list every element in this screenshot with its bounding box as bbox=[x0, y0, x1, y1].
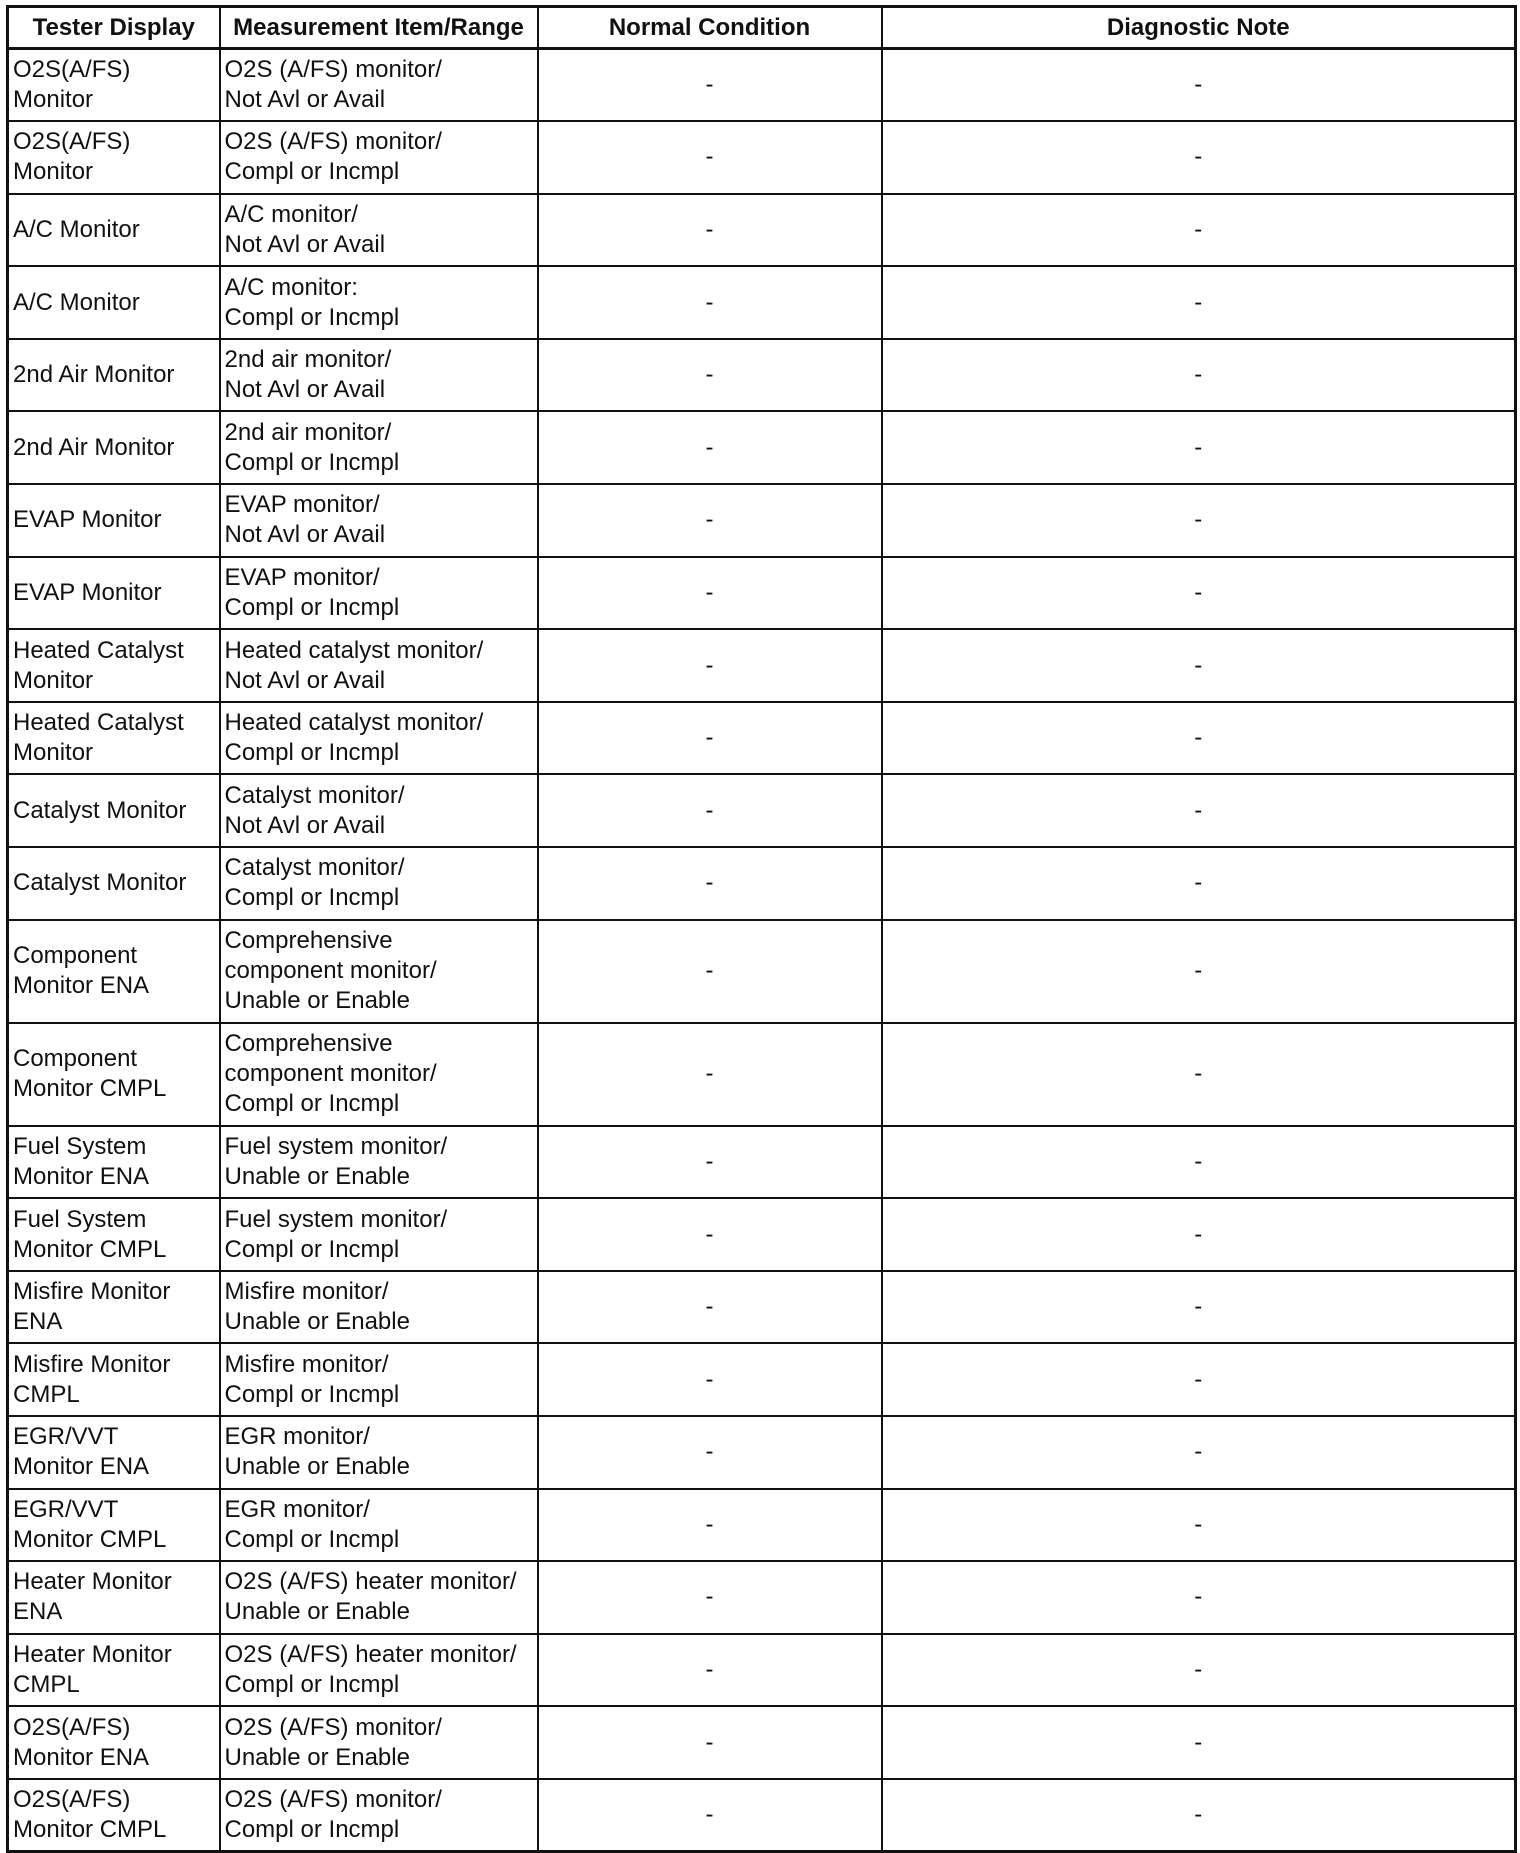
normal-condition-cell: - bbox=[538, 702, 882, 775]
table-row bbox=[8, 702, 1516, 775]
measurement-range-cell: O2S (A/FS) monitor/ Compl or Incmpl bbox=[220, 1779, 538, 1852]
diagnostic-note-cell: - bbox=[882, 1779, 1516, 1852]
diagnostic-note-cell: - bbox=[882, 49, 1516, 122]
measurement-range-cell: Fuel system monitor/ Compl or Incmpl bbox=[220, 1198, 538, 1271]
measurement-range-cell: A/C monitor: Compl or Incmpl bbox=[220, 266, 538, 339]
table-row bbox=[8, 194, 1516, 267]
measurement-range-cell: O2S (A/FS) monitor/ Unable or Enable bbox=[220, 1706, 538, 1779]
measurement-range-cell: Heated catalyst monitor/ Not Avl or Avail bbox=[220, 629, 538, 702]
diagnostic-note-cell: - bbox=[882, 339, 1516, 412]
diagnostic-note-cell: - bbox=[882, 1489, 1516, 1562]
measurement-range-cell: Fuel system monitor/ Unable or Enable bbox=[220, 1126, 538, 1199]
measurement-range-cell: O2S (A/FS) monitor/ Compl or Incmpl bbox=[220, 121, 538, 194]
measurement-range-cell: EGR monitor/ Compl or Incmpl bbox=[220, 1489, 538, 1562]
tester-display-cell: Component Monitor CMPL bbox=[8, 1023, 220, 1126]
table-body bbox=[8, 49, 1516, 1852]
table-row bbox=[8, 1343, 1516, 1416]
tester-display-cell: Fuel System Monitor ENA bbox=[8, 1126, 220, 1199]
tester-display-cell: 2nd Air Monitor bbox=[8, 411, 220, 484]
diagnostic-note-cell: - bbox=[882, 920, 1516, 1023]
header-tester-display: Tester Display bbox=[8, 7, 220, 49]
diagnostic-note-cell: - bbox=[882, 629, 1516, 702]
monitor-status-table bbox=[6, 5, 1517, 1853]
tester-display-cell: Heater Monitor ENA bbox=[8, 1561, 220, 1634]
tester-display-cell: EGR/VVT Monitor CMPL bbox=[8, 1489, 220, 1562]
table-row bbox=[8, 1779, 1516, 1852]
normal-condition-cell: - bbox=[538, 484, 882, 557]
measurement-range-cell: Misfire monitor/ Unable or Enable bbox=[220, 1271, 538, 1344]
measurement-range-cell: Misfire monitor/ Compl or Incmpl bbox=[220, 1343, 538, 1416]
normal-condition-cell: - bbox=[538, 339, 882, 412]
table-row bbox=[8, 1198, 1516, 1271]
measurement-range-cell: Catalyst monitor/ Not Avl or Avail bbox=[220, 774, 538, 847]
normal-condition-cell: - bbox=[538, 49, 882, 122]
diagnostic-note-cell: - bbox=[882, 266, 1516, 339]
normal-condition-cell: - bbox=[538, 557, 882, 630]
diagnostic-note-cell: - bbox=[882, 1634, 1516, 1707]
normal-condition-cell: - bbox=[538, 1416, 882, 1489]
normal-condition-cell: - bbox=[538, 266, 882, 339]
diagnostic-note-cell: - bbox=[882, 1023, 1516, 1126]
measurement-range-cell: A/C monitor/ Not Avl or Avail bbox=[220, 194, 538, 267]
normal-condition-cell: - bbox=[538, 774, 882, 847]
normal-condition-cell: - bbox=[538, 1198, 882, 1271]
normal-condition-cell: - bbox=[538, 121, 882, 194]
diagnostic-note-cell: - bbox=[882, 1198, 1516, 1271]
table-row bbox=[8, 1416, 1516, 1489]
normal-condition-cell: - bbox=[538, 920, 882, 1023]
diagnostic-note-cell: - bbox=[882, 1416, 1516, 1489]
table-row bbox=[8, 557, 1516, 630]
table-row bbox=[8, 339, 1516, 412]
tester-display-cell: EVAP Monitor bbox=[8, 557, 220, 630]
table-row bbox=[8, 1561, 1516, 1634]
diagnostic-note-cell: - bbox=[882, 702, 1516, 775]
table-row bbox=[8, 1126, 1516, 1199]
diagnostic-note-cell: - bbox=[882, 1706, 1516, 1779]
diagnostic-note-cell: - bbox=[882, 1343, 1516, 1416]
measurement-range-cell: EVAP monitor/ Not Avl or Avail bbox=[220, 484, 538, 557]
table-row bbox=[8, 1634, 1516, 1707]
tester-display-cell: Catalyst Monitor bbox=[8, 774, 220, 847]
measurement-range-cell: 2nd air monitor/ Not Avl or Avail bbox=[220, 339, 538, 412]
normal-condition-cell: - bbox=[538, 194, 882, 267]
table-row bbox=[8, 847, 1516, 920]
table-row bbox=[8, 1023, 1516, 1126]
measurement-range-cell: EVAP monitor/ Compl or Incmpl bbox=[220, 557, 538, 630]
diagnostic-note-cell: - bbox=[882, 1561, 1516, 1634]
tester-display-cell: A/C Monitor bbox=[8, 194, 220, 267]
tester-display-cell: Fuel System Monitor CMPL bbox=[8, 1198, 220, 1271]
diagnostic-note-cell: - bbox=[882, 411, 1516, 484]
diagnostic-note-cell: - bbox=[882, 121, 1516, 194]
measurement-range-cell: Catalyst monitor/ Compl or Incmpl bbox=[220, 847, 538, 920]
tester-display-cell: O2S(A/FS) Monitor bbox=[8, 49, 220, 122]
diagnostic-note-cell: - bbox=[882, 557, 1516, 630]
normal-condition-cell: - bbox=[538, 847, 882, 920]
tester-display-cell: A/C Monitor bbox=[8, 266, 220, 339]
table-row bbox=[8, 774, 1516, 847]
table-header-row bbox=[8, 7, 1516, 49]
measurement-range-cell: EGR monitor/ Unable or Enable bbox=[220, 1416, 538, 1489]
measurement-range-cell: O2S (A/FS) heater monitor/ Compl or Incmpl bbox=[220, 1634, 538, 1707]
normal-condition-cell: - bbox=[538, 1561, 882, 1634]
measurement-range-cell: O2S (A/FS) heater monitor/ Unable or Enable bbox=[220, 1561, 538, 1634]
header-diagnostic-note: Diagnostic Note bbox=[882, 7, 1516, 49]
table-row bbox=[8, 411, 1516, 484]
diagnostic-note-cell: - bbox=[882, 194, 1516, 267]
normal-condition-cell: - bbox=[538, 1343, 882, 1416]
tester-display-cell: O2S(A/FS) Monitor CMPL bbox=[8, 1779, 220, 1852]
table-row bbox=[8, 49, 1516, 122]
tester-display-cell: Component Monitor ENA bbox=[8, 920, 220, 1023]
table-row bbox=[8, 920, 1516, 1023]
normal-condition-cell: - bbox=[538, 1271, 882, 1344]
normal-condition-cell: - bbox=[538, 411, 882, 484]
table-row bbox=[8, 1706, 1516, 1779]
tester-display-cell: Heater Monitor CMPL bbox=[8, 1634, 220, 1707]
tester-display-cell: EVAP Monitor bbox=[8, 484, 220, 557]
normal-condition-cell: - bbox=[538, 629, 882, 702]
tester-display-cell: Heated Catalyst Monitor bbox=[8, 629, 220, 702]
diagnostic-note-cell: - bbox=[882, 484, 1516, 557]
normal-condition-cell: - bbox=[538, 1023, 882, 1126]
diagnostic-note-cell: - bbox=[882, 1271, 1516, 1344]
measurement-range-cell: 2nd air monitor/ Compl or Incmpl bbox=[220, 411, 538, 484]
tester-display-cell: 2nd Air Monitor bbox=[8, 339, 220, 412]
table-row bbox=[8, 121, 1516, 194]
table-row bbox=[8, 629, 1516, 702]
tester-display-cell: O2S(A/FS) Monitor ENA bbox=[8, 1706, 220, 1779]
header-normal-condition: Normal Condition bbox=[538, 7, 882, 49]
table-row bbox=[8, 1489, 1516, 1562]
tester-display-cell: O2S(A/FS) Monitor bbox=[8, 121, 220, 194]
tester-display-cell: EGR/VVT Monitor ENA bbox=[8, 1416, 220, 1489]
tester-display-cell: Misfire Monitor ENA bbox=[8, 1271, 220, 1344]
header-measurement-item: Measurement Item/Range bbox=[220, 7, 538, 49]
diagnostic-note-cell: - bbox=[882, 1126, 1516, 1199]
diagnostic-data-sheet bbox=[6, 5, 1514, 1853]
table-row bbox=[8, 484, 1516, 557]
normal-condition-cell: - bbox=[538, 1634, 882, 1707]
table-row bbox=[8, 1271, 1516, 1344]
tester-display-cell: Misfire Monitor CMPL bbox=[8, 1343, 220, 1416]
measurement-range-cell: O2S (A/FS) monitor/ Not Avl or Avail bbox=[220, 49, 538, 122]
measurement-range-cell: Comprehensive component monitor/ Compl or Incmpl bbox=[220, 1023, 538, 1126]
table-row bbox=[8, 266, 1516, 339]
normal-condition-cell: - bbox=[538, 1126, 882, 1199]
diagnostic-note-cell: - bbox=[882, 847, 1516, 920]
measurement-range-cell: Heated catalyst monitor/ Compl or Incmpl bbox=[220, 702, 538, 775]
tester-display-cell: Catalyst Monitor bbox=[8, 847, 220, 920]
measurement-range-cell: Comprehensive component monitor/ Unable or Enable bbox=[220, 920, 538, 1023]
normal-condition-cell: - bbox=[538, 1489, 882, 1562]
normal-condition-cell: - bbox=[538, 1706, 882, 1779]
normal-condition-cell: - bbox=[538, 1779, 882, 1852]
diagnostic-note-cell: - bbox=[882, 774, 1516, 847]
tester-display-cell: Heated Catalyst Monitor bbox=[8, 702, 220, 775]
